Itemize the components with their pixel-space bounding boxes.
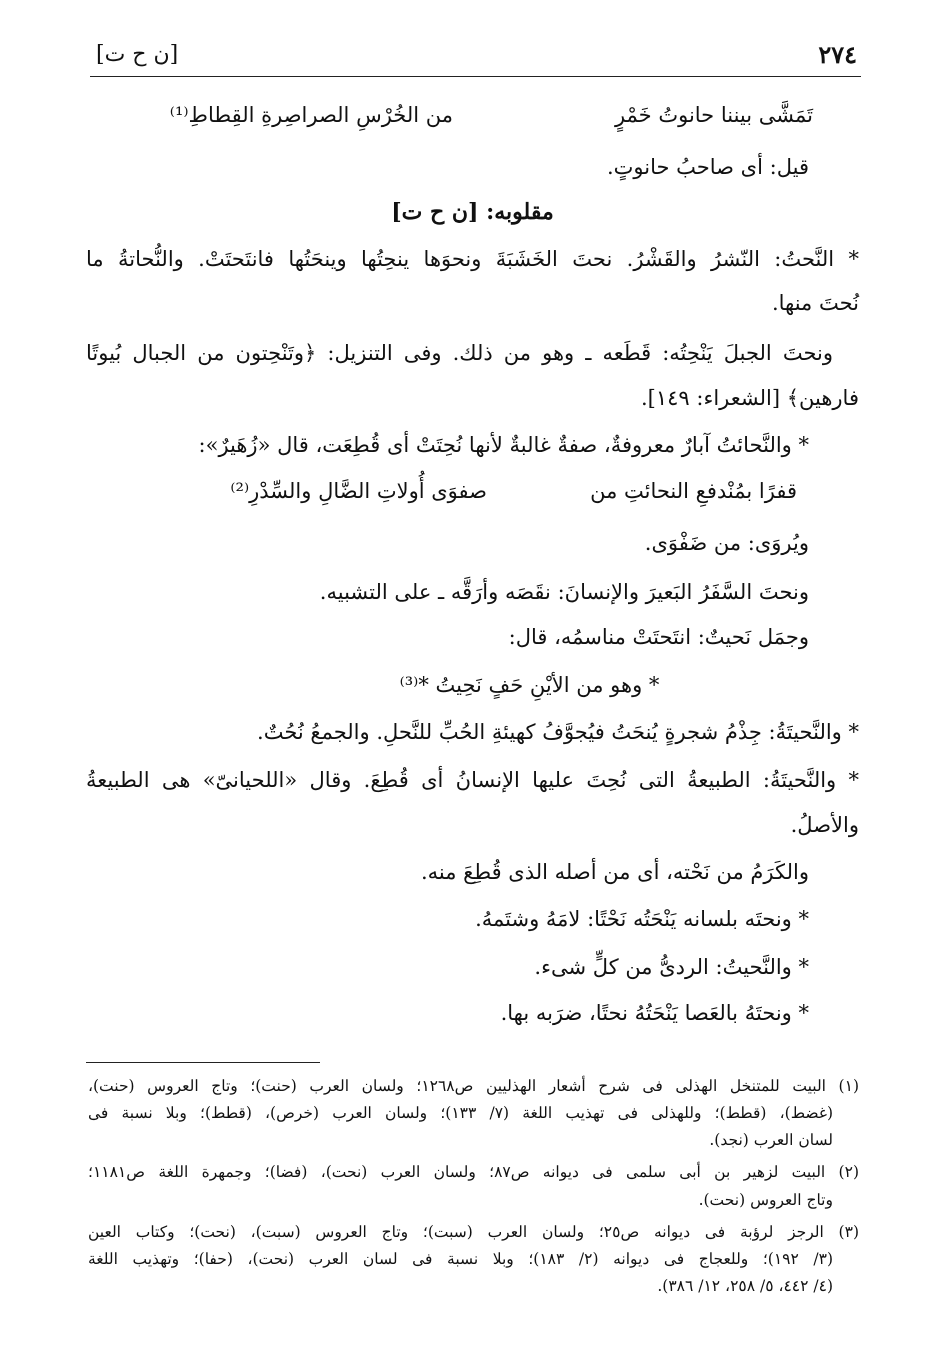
- verse1-first-hemistich: تَمَشَّى بيننا حانوتُ خَمْرٍ: [614, 103, 813, 127]
- body-line: ويُروَى: من ضَفْوَى.: [644, 531, 809, 555]
- body-line: * ونحتَه بلسانه يَنْحَتُه نَحْتًا: لامَهُ وشتَمهُ.: [475, 907, 809, 931]
- body-line: * والنَّحائتُ آبارٌ معروفةٌ، صفةٌ غالبةٌ لأنها نُحِتَتْ أى قُطِعَت، قال «زُهَيرٌ»:: [198, 433, 809, 457]
- footnote-line: (٢) البيت لزهير بن أبى سلمى فى ديوانه ص٨٧؛ ولسان العرب (نحت)، (فضا)؛ وجمهرة اللغة ص١١٨١؛: [88, 1163, 859, 1181]
- footnote-line: (٤/ ٤٤٢، ٥/ ٢٥٨، ١٢/ ٣٨٦).: [657, 1277, 833, 1295]
- body-line: ونحتَ الجبلَ يَنْحِتُه: قَطَعه ـ وهو من ذلك. وفى التنزيل: ﴿وتَنْحِتون من الجبال بُيوتًا: [86, 341, 833, 365]
- footnote-rule: [86, 1062, 320, 1063]
- body-line: والأصلُ.: [790, 813, 859, 837]
- body-line: * النَّحتُ: النّشرُ والقَشْرُ. نحتَ الخَشَبَةَ ونحوَها ينحِتُها وينحَتُها فانتَحتَتْ. والنُّحاتةُ ما: [86, 247, 859, 271]
- footnote-line: (١) البيت للمتنخل الهذلى فى شرح أشعار الهذليين ص١٢٦٨؛ ولسان العرب (حنت)؛ وتاج العروس (حنت)،: [88, 1077, 859, 1095]
- body-line: وجمَل نَحيتٌ: انتَحتَتْ مناسمُه، قال:: [508, 625, 809, 649]
- verse2-first-hemistich: قفرًا بمُنْدفعِ النحائتِ من: [590, 479, 797, 503]
- verse2-second-hemistich: صفوَى أُولاتِ الضَّالِ والسِّدْرِ⁽²⁾: [230, 479, 487, 503]
- footnote-line: (٣/ ١٩٢)؛ وللعجاج فى ديوانه (٢/ ١٨٣)؛ وبلا نسبة فى لسان العرب (نحت)، (حفا)؛ وتهذيب اللغة: [88, 1250, 834, 1268]
- body-line: نُحتَ منها.: [771, 291, 859, 315]
- verse1-second-hemistich: من الخُرْسِ الصراصِرةِ القِطاطِ⁽¹⁾: [169, 103, 453, 127]
- running-head-root: [ن ح ت]: [96, 42, 179, 67]
- body-line: فارهين﴾ [الشعراء: ١٤٩].: [640, 386, 859, 410]
- section-heading: مقلوبه: [ن ح ت]: [391, 199, 554, 225]
- page-number: ٢٧٤: [818, 40, 857, 69]
- body-line: * والنَّحيتَةُ: جِذْمُ شجرةٍ يُنحَتُ فيُجوَّفُ كهيئةِ الحُبِّ للنَّحلِ. والجمعُ نُحُتٌ.: [257, 720, 859, 744]
- footnote-line: وتاج العروس (نحت).: [698, 1191, 833, 1209]
- body-line: * ونحتَهُ بالعَصا يَنْحَتُهُ نحتًا، ضرَبه بها.: [500, 1001, 809, 1025]
- body-line: والكَرَمُ من نَحْته، أى من أصله الذى قُطِعَ منه.: [420, 860, 809, 884]
- rajaz-line: * وهو من الأيْنِ حَفٍ نَحِيتُ *⁽³⁾: [399, 673, 660, 697]
- header-rule: [90, 76, 861, 77]
- footnote-line: (٣) الرجز لرؤبة فى ديوانه ص٢٥؛ ولسان العرب (سبت)؛ وتاج العروس (سبت)، (نحت)؛ وكتاب العين: [88, 1223, 859, 1241]
- footnote-line: (غضط)، (قطط)؛ وللهذلى فى تهذيب اللغة (٧/ ١٣٣)؛ ولسان العرب (خرص)، (قطط)؛ وبلا نسبة فى: [88, 1104, 833, 1122]
- body-line: * والنَّحيتَةُ: الطبيعةُ التى نُحِتَ عليها الإنسانُ أى قُطِعَ. وقال «اللحيانىّ» هى الطبيعةُ: [86, 768, 859, 792]
- body-line: * والنَّحيتُ: الردىُّ من كلٍّ شىء.: [534, 955, 809, 979]
- footnote-line: لسان العرب (نجد).: [709, 1131, 833, 1149]
- body-line: ونحتَ السَّفَرُ البَعيرَ والإنسانَ: نقَصَه وأرَقَّه ـ على التشبيه.: [319, 580, 809, 604]
- body-line: قيل: أى صاحبُ حانوتٍ.: [606, 155, 809, 179]
